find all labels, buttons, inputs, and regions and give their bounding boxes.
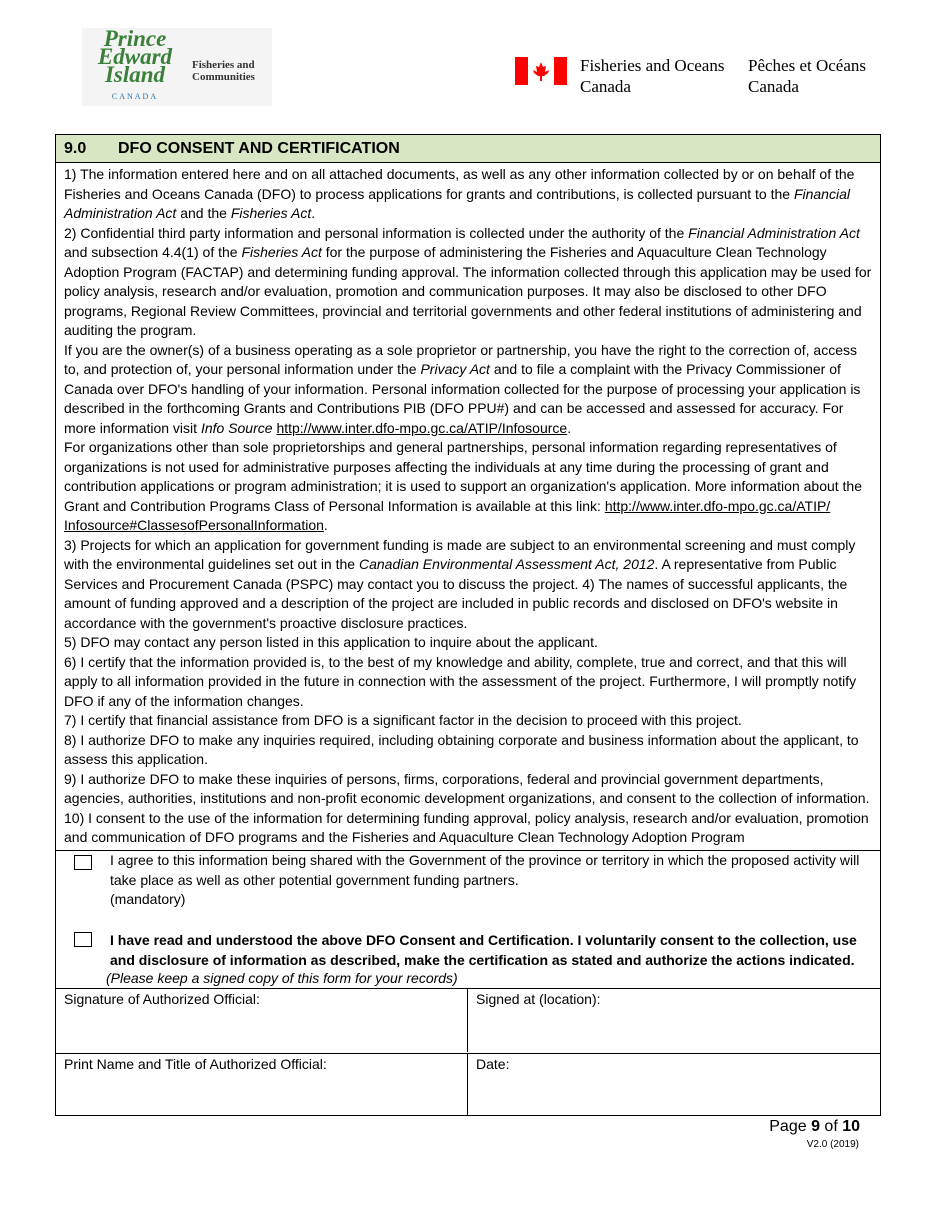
consent-form: [55, 134, 881, 1116]
gov-en-line-1: Fisheries and Oceans: [580, 56, 725, 75]
paragraph-10: 10) I consent to the use of the information for determining funding approval, policy analysis, research and/or evaluation, promotion and communication of DFO programs and the Fisheries and Aquaculture Clean Technology Adoption Program: [64, 809, 869, 845]
paragraph-privacy: If you are the owner(s) of a business operating as a sole proprietor or partnership, you have the right to the correction of, access to, and protection of, your personal information under the Privacy Act and to file a complaint with the Privacy Commissioner of Canada over DFO's handling of your information. Personal information collected for the purpose of processing your application is described in the forthcoming Grants and Contributions PIB (DFO PPU#) and can be accessed and assessed for accuracy. For more information visit Info Source http://www.inter.dfo-mpo.gc.ca/ATIP/Infosource.: [64, 341, 861, 436]
print-name-label: Print Name and Title of Authorized Official:: [64, 1056, 327, 1072]
pei-logo-wordmark: Prince Edward Island: [97, 26, 173, 87]
pei-dept-line-2: Communities: [192, 71, 255, 83]
gov-fr-line-2: Canada: [748, 77, 799, 96]
certification-label: I have read and understood the above DFO Consent and Certification. I voluntarily consent to the collection, use and disclosure of information as described, make the certification as stated and authorize the actions indicated.: [110, 932, 857, 968]
paragraph-8: 8) I authorize DFO to make any inquiries required, including obtaining corporate and business information about the applicant, to assess this application.: [64, 731, 859, 767]
page-number: Page 9 of 10: [769, 1118, 860, 1135]
gov-name-english: [580, 55, 745, 97]
mandatory-note: (mandatory): [110, 891, 186, 907]
canada-flag-icon: [515, 57, 567, 85]
gov-name-french: [748, 55, 918, 97]
signature-grid: [56, 988, 880, 1117]
paragraph-9: 9) I authorize DFO to make these inquiries of persons, firms, corporations, federal and provincial government departments, agencies, authorities, institutions and non-profit economic development organizations, and consent to the collection of information.: [64, 770, 870, 806]
gov-fr-line-1: Pêches et Océans: [748, 56, 867, 75]
print-name-field[interactable]: [56, 1053, 468, 1116]
consent-text: [64, 165, 876, 848]
gov-en-line-2: Canada: [580, 77, 631, 96]
date-field[interactable]: [468, 1053, 880, 1116]
date-label: Date:: [476, 1056, 510, 1072]
certification-checkbox[interactable]: [74, 932, 92, 947]
paragraph-organizations: For organizations other than sole proprietorships and general partnerships, personal information regarding representatives of organizations is not used for administrative purposes affecting the individuals at any time during the processing of grant and contribution applications or program administration; it is used to support an organization's application. More information about the Grant and Contribution Programs Class of Personal Information is available at this link: http://www.inter.dfo-mpo.gc.ca/ATIP/ Infosource#ClassesofPersonalInformation.: [64, 439, 863, 533]
pei-dept-line-1: Fisheries and: [192, 59, 255, 71]
pei-logo: [82, 28, 272, 106]
keep-copy-note: (Please keep a signed copy of this form for your records): [106, 970, 458, 986]
agree-sharing-checkbox[interactable]: [74, 855, 92, 870]
paragraph-1: 1) The information entered here and on all attached documents, as well as any other information collected by or on behalf of the Fisheries and Oceans Canada (DFO) to process applications for grants and contributions, is collected pursuant to the Financial Administration Act and the Fisheries Act.: [64, 166, 855, 221]
pei-department-name: [192, 59, 272, 83]
paragraph-2: 2) Confidential third party information and personal information is collected under the authority of the Financial Administration Act and subsection 4.4(1) of the Fisheries Act for the purpose of administering the Fisheries and Aquaculture Clean Technology Adoption Program (FACTAP) and determining funding approval. The information collected through this application may be used for policy analysis, research and/or evaluation, promotion and communication purposes. It may also be disclosed to other DFO programs, Regional Review Committees, provincial and territorial governments and other federal institutions of administering and auditing the program.: [64, 224, 872, 338]
pei-logo-canada: CANADA: [111, 92, 159, 101]
signature-field[interactable]: [56, 989, 468, 1052]
agree-sharing-text: [110, 851, 870, 910]
section-title: DFO CONSENT AND CERTIFICATION: [118, 140, 400, 157]
signature-label: Signature of Authorized Official:: [64, 991, 260, 1007]
signed-location-field[interactable]: [468, 989, 880, 1052]
paragraph-5: 5) DFO may contact any person listed in this application to inquire about the applicant.: [64, 634, 598, 650]
version-label: V2.0 (2019): [806, 1139, 859, 1150]
infosource-link[interactable]: http://www.inter.dfo-mpo.gc.ca/ATIP/Infosource: [276, 419, 568, 436]
classes-personal-info-link[interactable]: http://www.inter.dfo-mpo.gc.ca/ATIP/ Infosource#ClassesofPersonalInformation: [64, 497, 831, 533]
section-header: [56, 135, 880, 163]
agree-sharing-label: I agree to this information being shared with the Government of the province or territory in which the proposed activity will take place as well as other potential government funding partners.: [110, 852, 860, 888]
paragraph-6: 6) I certify that the information provided is, to the best of my knowledge and ability, complete, true and correct, and that this will apply to all information provided in the future in connection with the assessment of the project. Furthermore, I will promptly notify DFO if any of the information changes.: [64, 653, 857, 709]
paragraph-7: 7) I certify that financial assistance from DFO is a significant factor in the decision to proceed with this project.: [64, 712, 742, 728]
section-number: 9.0: [64, 140, 87, 157]
paragraph-3: 3) Projects for which an application for government funding is made are subject to an environmental screening and must comply with the environmental guidelines set out in the Canadian Environmental Assessment Act, 2012. A representative from Public Services and Procurement Canada (PSPC) may contact you to discuss the project. 4) The names of successful applicants, the amount of funding approved and a description of the project are included in public records and disclosed on DFO's website in accordance with the government's proactive disclosure practices.: [64, 536, 856, 631]
location-label: Signed at (location):: [476, 991, 601, 1007]
